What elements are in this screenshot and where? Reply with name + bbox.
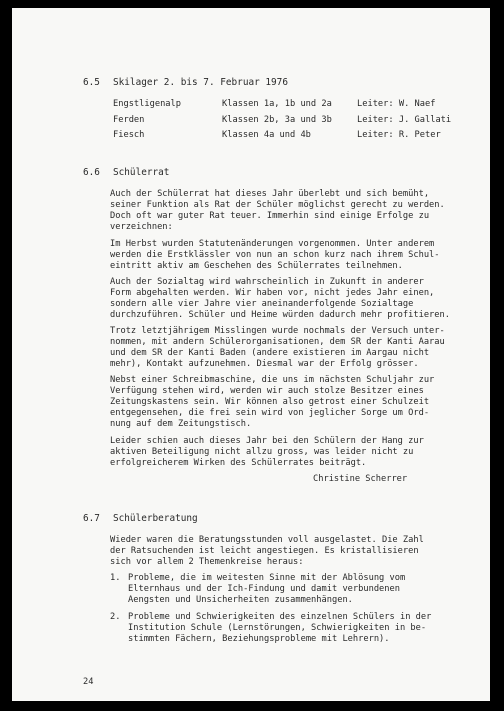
ski-camp-place: Fiesch bbox=[113, 130, 145, 140]
text-line: sondern alle vier Jahre vier aneinanderfolgende Sozialtage bbox=[110, 299, 414, 309]
ski-camp-classes: Klassen 2b, 3a und 3b bbox=[222, 115, 332, 125]
text-line: eintritt aktiv am Geschehen des Schülerrates teilnehmen. bbox=[110, 261, 403, 271]
ski-camp-leader: Leiter: R. Peter bbox=[357, 130, 441, 140]
text-line: der Ratsuchenden ist leicht angestiegen. Es kristallisieren bbox=[110, 546, 419, 556]
section-6-6-title: Schülerrat bbox=[113, 167, 170, 178]
text-line: Auch der Sozialtag wird wahrscheinlich in Zukunft in anderer bbox=[110, 277, 424, 287]
text-line: werden die Erstklässler von nun an schon kurz nach ihrem Schul- bbox=[110, 250, 440, 260]
section-6-7-title: Schülerberatung bbox=[113, 513, 198, 524]
ski-camp-place: Ferden bbox=[113, 115, 145, 125]
text-line: Doch oft war guter Rat teuer. Immerhin sind einige Erfolge zu bbox=[110, 211, 430, 221]
text-line: entgegensehen, die frei sein wird von jeglicher Sorge um Ord- bbox=[110, 408, 430, 418]
text-line: Nebst einer Schreibmaschine, die uns im nächsten Schuljahr zur bbox=[110, 375, 435, 385]
text-line: Im Herbst wurden Statutenänderungen vorgenommen. Unter anderem bbox=[110, 239, 435, 249]
ski-camp-leader: Leiter: J. Gallati bbox=[357, 115, 452, 125]
text-line: und dem SR der Kanti Baden (andere existieren im Aargau nicht bbox=[110, 348, 430, 358]
section-6-5-title: Skilager 2. bis 7. Februar 1976 bbox=[113, 77, 288, 88]
text-line: sich vor allem 2 Themenkreise heraus: bbox=[110, 557, 304, 567]
text-line: Elternhaus und der Ich-Findung und damit verbundenen bbox=[128, 584, 400, 594]
text-line: erfolgreicherem Wirken des Schülerrates beiträgt. bbox=[110, 458, 367, 468]
text-line: nung auf dem Zeitungstisch. bbox=[110, 419, 252, 429]
ski-camp-leader: Leiter: W. Naef bbox=[357, 99, 436, 109]
text-line: mehr), Kontakt aufzunehmen. Diesmal war der Erfolg grösser. bbox=[110, 359, 419, 369]
signature: Christine Scherrer bbox=[313, 474, 408, 484]
section-6-7-number: 6.7 bbox=[83, 513, 100, 524]
text-line: seiner Funktion als Rat der Schüler möglichst gerecht zu werden. bbox=[110, 200, 445, 210]
text-line: Institution Schule (Lernstörungen, Schwierigkeiten in be- bbox=[128, 623, 427, 633]
ski-camp-classes: Klassen 4a und 4b bbox=[222, 130, 311, 140]
text-line: nommen, mit andern Schülerorganisationen, dem SR der Kanti Aarau bbox=[110, 337, 445, 347]
text-line: Verfügung stehen wird, werden wir auch stolze Besitzer eines bbox=[110, 386, 424, 396]
text-line: durchzuführen. Schüler und Heime würden dadurch mehr profitieren. bbox=[110, 310, 450, 320]
text-line: Wieder waren die Beratungsstunden voll ausgelastet. Die Zahl bbox=[110, 535, 424, 545]
list-marker: 2. bbox=[110, 612, 121, 622]
section-6-6-number: 6.6 bbox=[83, 167, 100, 178]
text-line: Leider schien auch dieses Jahr bei den Schülern der Hang zur bbox=[110, 436, 424, 446]
page-number: 24 bbox=[83, 677, 94, 687]
section-6-5-number: 6.5 bbox=[83, 77, 100, 88]
text-line: Aengsten und Unsicherheiten zusammenhängen. bbox=[128, 595, 353, 605]
text-line: Probleme, die im weitesten Sinne mit der Ablösung vom bbox=[128, 573, 406, 583]
text-line: Trotz letztjährigem Misslingen wurde nochmals der Versuch unter- bbox=[110, 326, 445, 336]
text-line: Form abgehalten werden. Wir haben vor, nicht jedes Jahr einen, bbox=[110, 288, 435, 298]
text-line: Auch der Schülerrat hat dieses Jahr überlebt und sich bemüht, bbox=[110, 189, 430, 199]
text-line: verzeichnen: bbox=[110, 222, 173, 232]
ski-camp-place: Engstligenalp bbox=[113, 99, 181, 109]
list-marker: 1. bbox=[110, 573, 121, 583]
text-line: Zeitungskastens sein. Wir können also getrost einer Schulzeit bbox=[110, 397, 430, 407]
ski-camp-classes: Klassen 1a, 1b und 2a bbox=[222, 99, 332, 109]
text-line: aktiven Beteiligung nicht allzu gross, was leider nicht zu bbox=[110, 447, 414, 457]
text-line: Probleme und Schwierigkeiten des einzelnen Schülers in der bbox=[128, 612, 432, 622]
text-line: stimmten Fächern, Beziehungsprobleme mit Lehrern). bbox=[128, 634, 390, 644]
